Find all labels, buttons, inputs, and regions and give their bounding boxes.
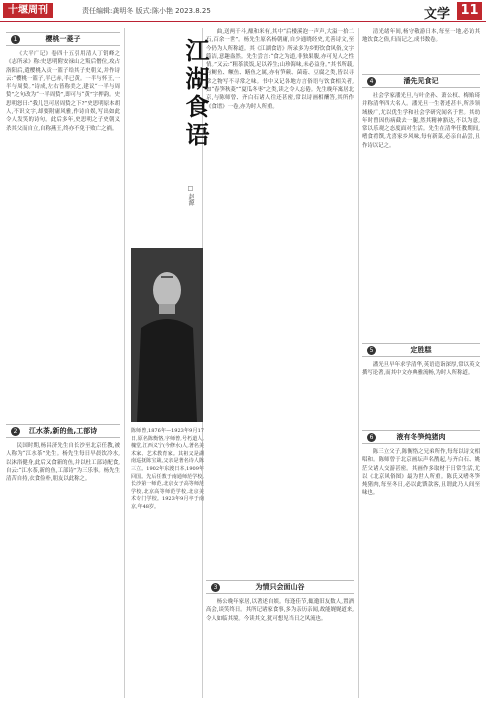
paragraph: 曲,送两千斗,酿和米有,其中“后楼溪泡一声声,大溢一拾二石,百余一世”。杨先生原名杨朝庸,自少通晓经史,尤善诗文,至今仍为人所称道。其《江湖食语》所录多为乡野饮食风俗,文字简洁,意趣盎然。先生尝言:“食之为道,非独果腹,亦可见人之性情。”又云:“粗茶淡饭,足以养生;山珍海味,未必益身。”其书所载,有鲥鱼、鳜鱼、鳝鱼之属,亦有笋蕨、菌菇、豆腐之类,皆以寻常之物写不寻常之味。书中又记各地方言俗语与饮食相关者,如“春笋秋菱”“夏瓜冬枣”之类,读之令人忘倦。先生晚年寓居北京,与陈师曾、齐白石诸人往还甚密,常以诗画相酬答,其所作《食谱》一卷,亦为时人所重。	[206, 29, 354, 110]
section-heading	[362, 343, 480, 357]
section-number: 5	[367, 346, 376, 355]
section-heading	[362, 74, 480, 88]
editor-meta: 责任编辑:龚明冬 版式:陈小艳 2023.8.25	[82, 7, 211, 15]
column-1	[6, 28, 120, 666]
section-number: 2	[11, 427, 20, 436]
section-heading	[362, 430, 480, 444]
section-number: 4	[367, 77, 376, 86]
portrait-photo	[131, 248, 203, 422]
column-rule	[124, 28, 125, 698]
section-title: 潘先见食记	[403, 77, 439, 85]
column-4	[362, 28, 480, 616]
section-heading	[6, 32, 120, 46]
section-title: 定胜糕	[410, 346, 432, 354]
masthead-logo: 十堰周刊	[3, 3, 53, 18]
column-rule	[358, 28, 359, 698]
paragraph: 陈三立父子,陈衡恪之兄弟所作,每每以诗文相唱和。陈师曾于北京画坛声名鹊起,与齐白石、姚茫父诸人交游甚密。其画作多取材于日常生活,尤以《北京风俗图》最为世人所重。陈氏又嗜冬笋炖猪肉,每至冬日,必以此馔款客,且谓此乃人间至味也。	[362, 449, 480, 497]
section-number: 6	[367, 433, 376, 442]
section-title: 为情只会面山谷	[255, 583, 305, 591]
page-header	[0, 0, 486, 22]
paragraph: 社会学家潘光旦,与叶企孙、萧公权、梅贻琦并称清华四大名人。潘光旦一生著述甚丰,所涉领域极广,尤以优生学和社会学研究闻名于世。其幼年时曾因伤病截去一腿,然其精神豁达,不以为意,常以乐观之态度面对生活。先生在清华任教期间,嗜食肴馔,尤喜家乡风味,每有新菜,必亲自品尝,且作诗以记之。	[362, 93, 480, 149]
column-3	[206, 28, 354, 703]
section-label: 文学	[423, 7, 450, 22]
article-author: □ 赵源	[187, 185, 194, 206]
section-title: 樱桃一菱子	[45, 35, 81, 43]
section-number: 1	[11, 35, 20, 44]
section-heading	[6, 424, 120, 438]
paragraph: 杨公晚年家居,以著述自娱。每逢佳节,辄邀旧友数人,置酒高会,谈笑终日。其所记诸家食事,多为亲历亲闻,故能娓娓道来,令人如临其境。今读其文,犹可想见当日之风流也。	[206, 599, 354, 622]
photo-caption: 陈师曾,1876年—1923年9月17日,原名陈衡恪,字师曾,号朽道人,槐堂,江西义宁(今修水)人,著名美术家、艺术教育家。其祖父是湖南巡抚陈宝箴,父亲是著名诗人陈三立。1902年东渡日本,1909年回国。先后任教于南通师范学校,长沙第一师范,北京女子高等师范学校,北京高等师范学校,北京美术专门学校。1923年9月卒于南京,年48岁。	[131, 428, 204, 510]
paragraph: 《大平广记》卷四十五引用清人丁钥峰之《志所录》称:史思明附安禄山之叛后僭位,攻占洛阳后,遣樱桃入贡一篮子给其子史朝义,并作诗云:“樱桃一篮子,半已赤,半已黄。一半与怀王,一半与周贽。”诗成,左右皆称美之,建议“一半与周贽”之句改为“一半周贽”,即可与“黄”字押韵。史思明怒曰:“我儿岂可居周贽之下?”史思明原本胡人,不识文字,却要附庸风雅,作诗自娱,写出如此令人发笑的诗句。此后多年,史思明之子史朝义杀其父而自立,自称燕王,终亦不免于败亡之祸。	[6, 51, 120, 132]
section-title: 江水茶,新的鱼,工部诗	[28, 427, 98, 435]
page-number: 11	[457, 2, 482, 20]
paragraph: 民国时期,杨昌济先生自长沙至北京任教,被人称为“江水茶”先生。杨先生每日早晨饮冷水,以沐浴健身,此后又食新的鱼,并以杜工部诗配食,自云:“江水茶,新的鱼,工部诗”为三乐事。杨先生清苦自持,衣食俭朴,朋友以此称之。	[6, 443, 120, 483]
section-heading	[206, 580, 354, 594]
article-title: 江湖食语	[181, 38, 210, 150]
paragraph: 清光绪年间,杨守敬游日本,每至一地,必访其地饮食之俗,归而记之,成书数卷。	[362, 29, 480, 44]
paragraph: 潘光旦早年求学清华,英语造诣深厚,常以英文撰写论著,而其中文亦典雅流畅,为时人所称道。	[362, 362, 480, 377]
section-title: 液有冬笋炖猪肉	[396, 433, 446, 441]
section-number: 3	[211, 583, 220, 592]
